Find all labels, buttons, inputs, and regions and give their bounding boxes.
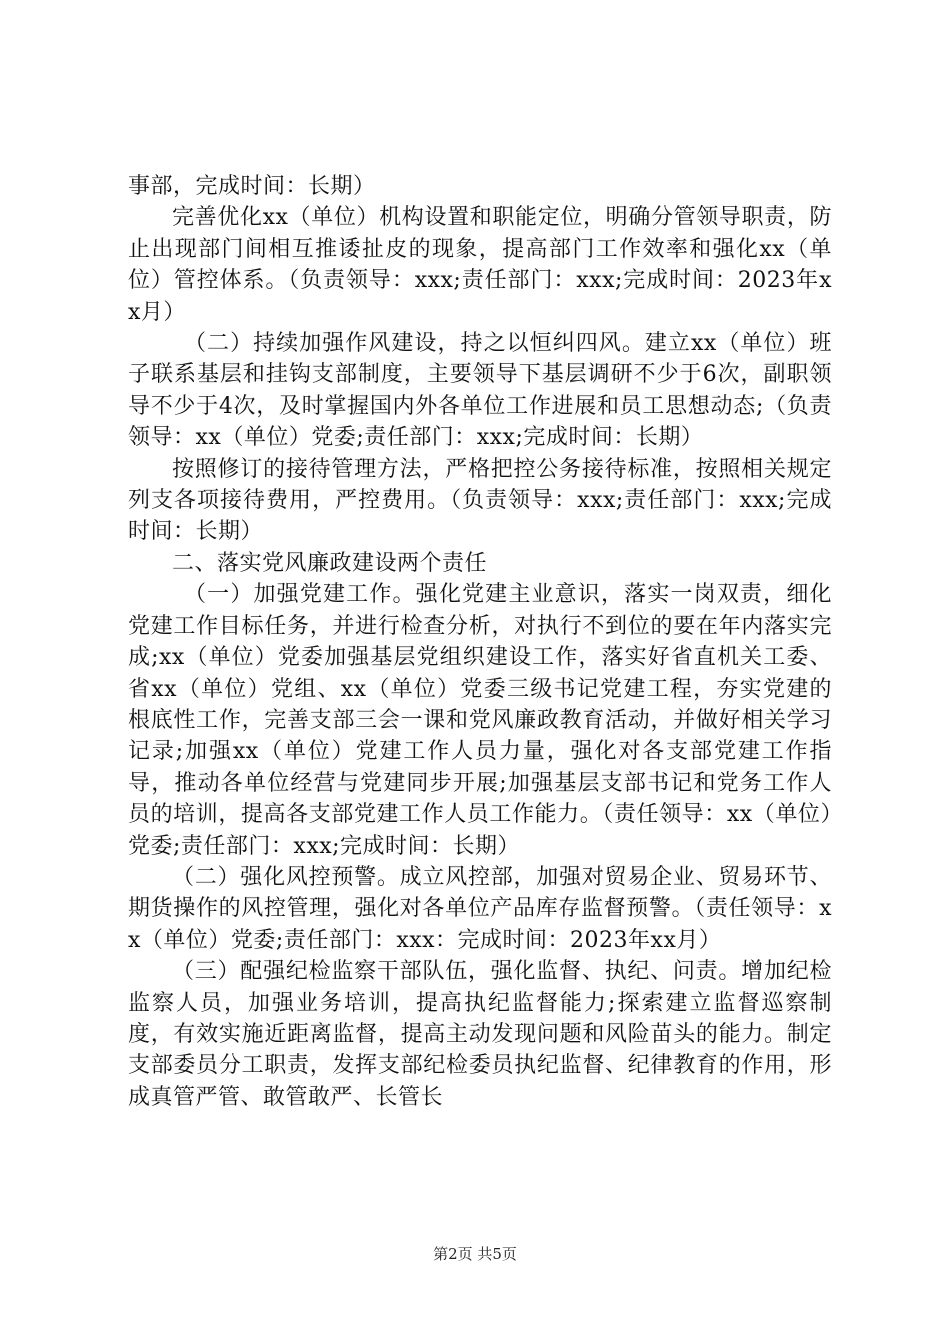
document-body <box>128 171 832 1113</box>
paragraph-organization: 完善优化xx（单位）机构设置和职能定位，明确分管领导职责，防止出现部门间相互推诿扯皮的现象，提高部门工作效率和强化xx（单位）管控体系。（负责领导：xxx;责任部门：xxx;完成时间：2023年xx月） <box>128 205 832 325</box>
paragraph-continuation: 事部，完成时间：长期） <box>128 174 376 199</box>
section-heading-two: 二、落实党风廉政建设两个责任 <box>172 550 488 576</box>
paragraph-reception: 按照修订的接待管理方法，严格把控公务接待标准，按照相关规定列支各项接待费用，严控费用。（负责领导：xxx;责任部门：xxx;完成时间：长期） <box>128 456 832 545</box>
paragraph-risk-control: （二）强化风控预警。成立风控部，加强对贸易企业、贸易环节、期货操作的风控管理，强化对各单位产品库存监督预警。（责任领导：xx（单位）党委;责任部门：xxx：完成时间：2023年xx月） <box>128 864 832 953</box>
paragraph-discipline: （三）配强纪检监察干部队伍，强化监督、执纪、问责。增加纪检监察人员，加强业务培训，提高执纪监督能力;探索建立监督巡察制度，有效实施近距离监督，提高主动发现问题和风险苗头的能力。制定支部委员分工职责，发挥支部纪检委员执纪监督、纪律教育的作用，形成真管严管、敢管敢严、长管长 <box>128 959 832 1110</box>
paragraph-party-building: （一）加强党建工作。强化党建主业意识，落实一岗双责，细化党建工作目标任务，并进行检查分析，对执行不到位的要在年内落实完成;xx（单位）党委加强基层党组织建设工作，落实好省直机关工委、省xx（单位）党组、xx（单位）党委三级书记党建工程，夯实党建的根底性工作，完善支部三会一课和党风廉政教育活动，并做好相关学习记录;加强xx（单位）党建工作人员力量，强化对各支部党建工作指导，推动各单位经营与党建同步开展;加强基层支部书记和党务工作人员的培训，提高各支部党建工作人员工作能力。（责任领导：xx（单位）党委;责任部门：xxx;完成时间：长期） <box>128 582 832 859</box>
page-footer: 第2页 共5页 <box>433 1245 517 1263</box>
paragraph-work-style: （二）持续加强作风建设，持之以恒纠四风。建立xx（单位）班子联系基层和挂钩支部制度，主要领导下基层调研不少于6次，副职领导不少于4次，及时掌握国内外各单位工作进展和员工思想动态;（负责领导：xx（单位）党委;责任部门：xxx;完成时间：长期） <box>128 331 832 451</box>
